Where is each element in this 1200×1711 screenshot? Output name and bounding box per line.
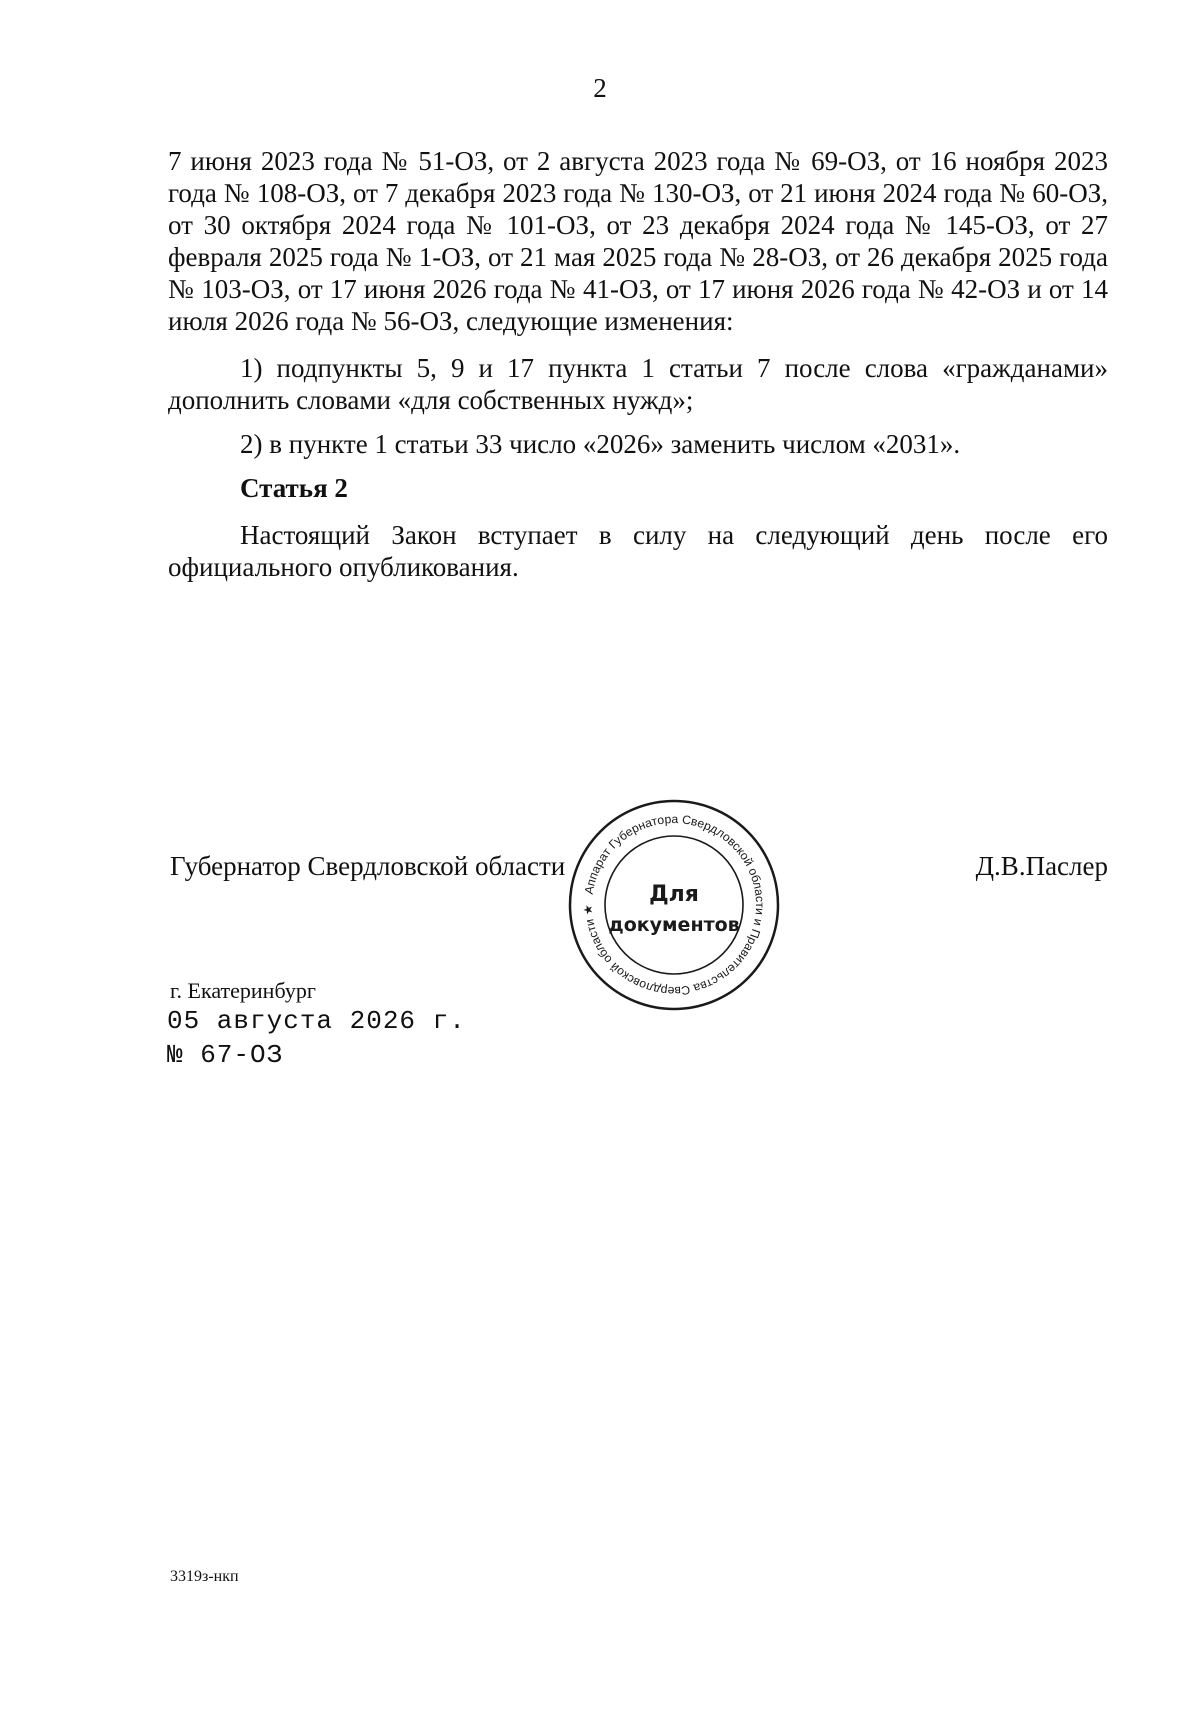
amendment-item-1: 1) подпункты 5, 9 и 17 пункта 1 статьи 7 после слова «гражданами» дополнить словами «для собственных нужд»;	[168, 353, 1108, 415]
official-seal-stamp	[566, 797, 782, 1013]
seal-center-line-2: документов	[608, 914, 740, 936]
signatory-position: Губернатор Свердловской области	[170, 851, 566, 881]
amendments-intro-paragraph: 7 июня 2023 года № 51-ОЗ, от 2 августа 2023 года № 69-ОЗ, от 16 ноября 2023 года № 108-ОЗ, от 7 декабря 2023 года № 130-ОЗ, от 21 июня 2024 года № 60-ОЗ, от 30 октября 2024 года № 101-ОЗ, от 23 декабря 2024 года № 145-ОЗ, от 27 февраля 2025 года № 1-ОЗ, от 21 мая 2025 года № 28-ОЗ, от 26 декабря 2025 года № 103-ОЗ, от 17 июня 2026 года № 41-ОЗ, от 17 июня 2026 года № 42-ОЗ и от 14 июля 2026 года № 56-ОЗ, следующие изменения:	[168, 146, 1108, 336]
place-of-signing: г. Екатеринбург	[170, 978, 316, 1003]
signatory-name: Д.В.Паслер	[975, 851, 1108, 881]
seal-center-line-1: Для	[649, 882, 699, 907]
amendment-item-2: 2) в пункте 1 статьи 33 число «2026» заменить числом «2031».	[240, 429, 961, 459]
law-number: № 67-ОЗ	[167, 1040, 284, 1070]
article-2-text: Настоящий Закон вступает в силу на следующий день после его официального опубликования.	[168, 520, 1108, 582]
law-date: 05 августа 2026 г.	[167, 1006, 466, 1036]
seal-ring-text: Аппарат Губернатора Свердловской области и Правительства Свердловской области ★	[580, 811, 768, 999]
article-2-heading: Статья 2	[240, 473, 348, 503]
document-code: 3319з-нкп	[170, 1568, 239, 1585]
page-number: 2	[593, 73, 607, 103]
